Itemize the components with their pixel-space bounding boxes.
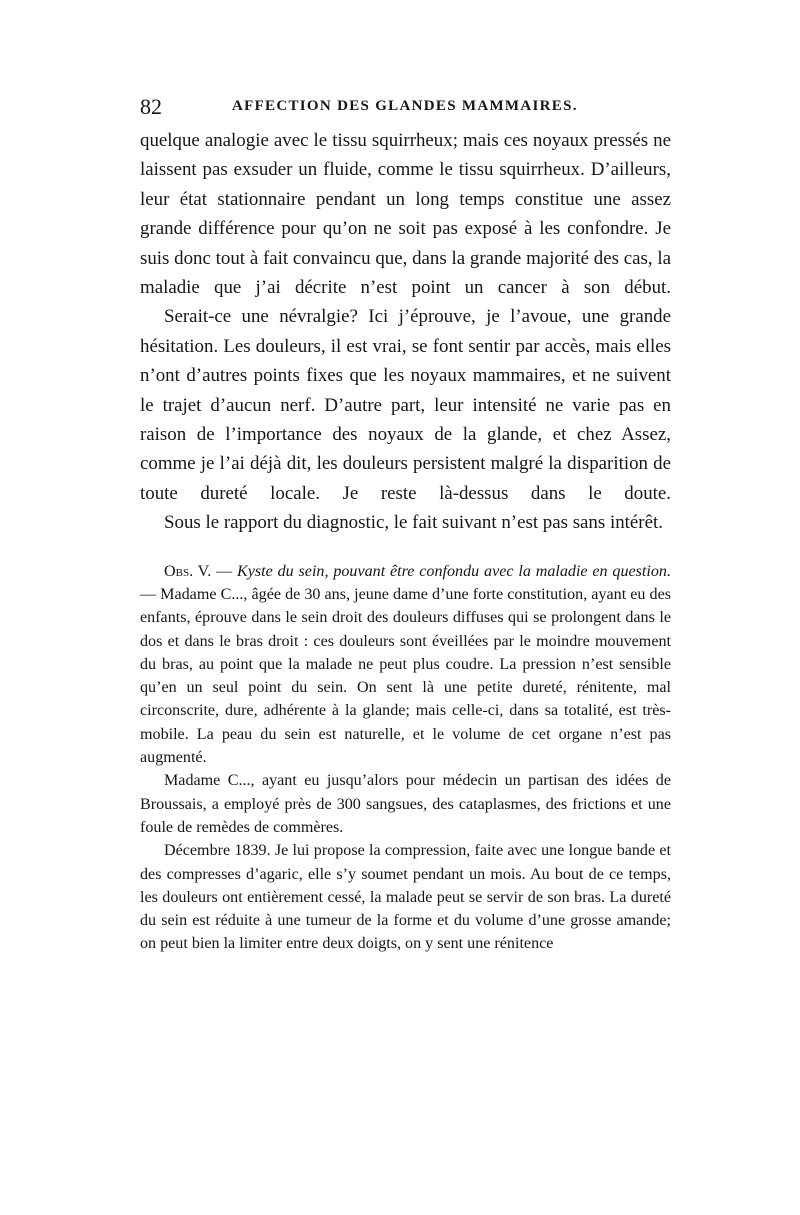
observation-text: — Madame C..., âgée de 30 ans, jeune dame d’une forte constitution, ayant eu des enfants, éprouve dans le sein droit des douleurs diffuses qui se prolongent dans le dos et dans le bras droit : ces douleurs sont éveillées par le moindre mouvement du bras, au point que la malade ne peut plus coudre. La pression n’est sensible qu’en un seul point du sein. On sent là une petite dureté, rénitente, mal circonscrite, dure, adhérente à la glande; mais celle-ci, dans sa totalité, est très-mobile. La peau du sein est naturelle, et le volume de cet organe n’est pas augmenté.	[140, 585, 671, 767]
observation-block	[140, 560, 671, 956]
paragraph: quelque analogie avec le tissu squirrheux; mais ces noyaux pressés ne laissent pas exsuder un fluide, comme le tissu squirrheux. D’ailleurs, leur état stationnaire pendant un long temps constitue une assez grande différence pour qu’on ne soit pas exposé à les confondre. Je suis donc tout à fait convaincu que, dans la grande majorité des cas, la maladie que j’ai décrite n’est point un cancer à son début.	[140, 130, 671, 299]
observation-paragraph: Madame C..., ayant eu jusqu’alors pour médecin un partisan des idées de Broussais, a employé près de 300 sangsues, des cataplasmes, des frictions et une foule de remèdes de commères.	[140, 772, 671, 836]
observation-label: Obs. V. —	[164, 562, 233, 580]
page-header	[140, 94, 671, 122]
page-body	[140, 126, 671, 956]
running-title: AFFECTION DES GLANDES MAMMAIRES.	[232, 98, 578, 114]
paragraph: Sous le rapport du diagnostic, le fait suivant n’est pas sans intérêt.	[164, 512, 663, 534]
paragraph: Serait-ce une névralgie? Ici j’éprouve, je l’avoue, une grande hésitation. Les douleurs, il est vrai, se font sentir par accès, mais elles n’ont d’autres points fixes que les noyaux mammaires, et ne suivent le trajet d’aucun nerf. D’autre part, leur intensité ne varie pas en raison de l’importance des noyaux de la glande, et chez Assez, comme je l’ai déjà dit, les douleurs persistent malgré la disparition de toute dureté locale. Je reste là-dessus dans le doute.	[140, 306, 671, 504]
page-number: 82	[140, 94, 162, 119]
main-text	[140, 126, 671, 538]
observation-title: Kyste du sein, pouvant être confondu avec la maladie en question.	[237, 562, 671, 580]
observation-paragraph	[140, 560, 671, 770]
observation-paragraph: Décembre 1839. Je lui propose la compression, faite avec une longue bande et des compresses d’agaric, elle s’y soumet pendant un mois. Au bout de ce temps, les douleurs ont entièrement cessé, la malade peut se servir de son bras. La dureté du sein est réduite à une tumeur de la forme et du volume d’une grosse amande; on peut bien la limiter entre deux doigts, on y sent une rénitence	[140, 842, 671, 953]
